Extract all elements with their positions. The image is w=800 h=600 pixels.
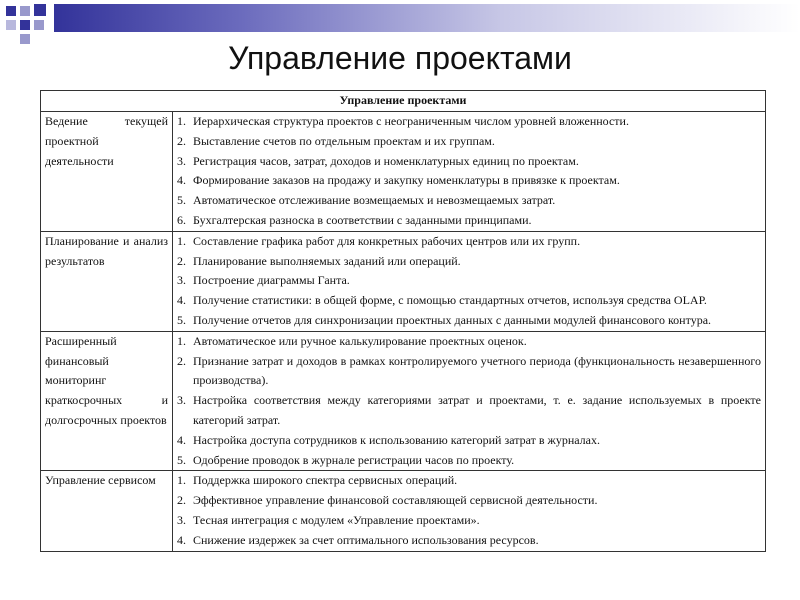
feature-item — [177, 112, 761, 132]
item-number: 1. — [177, 233, 186, 248]
item-text: Автоматическое отслеживание возмещаемых и невозмещаемых затрат. — [193, 193, 556, 208]
item-number: 3. — [177, 393, 186, 408]
item-text: Получение статистики: в общей форме, с помощью стандартных отчетов, используя средства OLAP. — [193, 293, 707, 308]
table-row — [41, 471, 766, 551]
feature-item — [177, 171, 761, 191]
item-text: Формирование заказов на продажу и закупку номенклатуры в привязке к проектам. — [193, 173, 620, 188]
table-header: Управление проектами — [41, 91, 766, 112]
item-text: Получение отчетов для синхронизации проектных данных с данными модулей финансового контура. — [193, 312, 712, 327]
feature-item — [177, 271, 761, 291]
table-row — [41, 231, 766, 331]
feature-item — [177, 332, 761, 352]
feature-item — [177, 132, 761, 152]
slide-title: Управление проектами — [228, 40, 572, 76]
item-number: 4. — [177, 293, 186, 308]
item-number: 6. — [177, 212, 186, 227]
feature-item — [177, 451, 761, 471]
item-text: Автоматическое или ручное калькулирование проектных оценок. — [193, 333, 527, 348]
category-cell: Расширенный финансовый мониторинг краткосрочных и долгосрочных проектов — [41, 331, 173, 471]
category-cell: Управление сервисом — [41, 471, 173, 551]
item-number: 4. — [177, 532, 186, 547]
feature-item — [177, 311, 761, 331]
item-number: 2. — [177, 353, 186, 368]
item-text: Настройка соответствия между категориями затрат и проектами, т. е. задание используемых в проекте категорий затрат. — [193, 393, 761, 427]
item-number: 5. — [177, 452, 186, 467]
table-row — [41, 112, 766, 232]
features-cell — [173, 331, 766, 471]
item-number: 2. — [177, 133, 186, 148]
item-number: 5. — [177, 193, 186, 208]
item-number: 3. — [177, 273, 186, 288]
feature-item — [177, 531, 761, 551]
feature-item — [177, 291, 761, 311]
feature-item — [177, 191, 761, 211]
item-text: Выставление счетов по отдельным проектам и их группам. — [193, 133, 495, 148]
features-table — [40, 90, 766, 552]
item-text: Планирование выполняемых заданий или операций. — [193, 253, 461, 268]
item-text: Снижение издержек за счет оптимального использования ресурсов. — [193, 532, 539, 547]
item-text: Бухгалтерская разноска в соответствии с заданными принципами. — [193, 212, 532, 227]
feature-item — [177, 471, 761, 491]
item-text: Регистрация часов, затрат, доходов и номенклатурных единиц по проектам. — [193, 153, 579, 168]
item-text: Настройка доступа сотрудников к использованию категорий затрат в журналах. — [193, 432, 600, 447]
table-row — [41, 331, 766, 471]
item-text: Тесная интеграция с модулем «Управление проектами». — [193, 512, 480, 527]
feature-item — [177, 431, 761, 451]
item-number: 1. — [177, 333, 186, 348]
feature-list — [177, 232, 761, 331]
feature-item — [177, 391, 761, 431]
features-cell — [173, 231, 766, 331]
feature-item — [177, 152, 761, 172]
item-number: 1. — [177, 114, 186, 128]
category-cell: Планирование и анализ результатов — [41, 231, 173, 331]
feature-list — [177, 332, 761, 471]
feature-item — [177, 352, 761, 392]
features-cell — [173, 471, 766, 551]
item-text: Поддержка широкого спектра сервисных операций. — [193, 473, 458, 488]
item-number: 4. — [177, 432, 186, 447]
feature-item — [177, 211, 761, 231]
category-cell: Ведение текущей проектной деятельности — [41, 112, 173, 232]
item-number: 2. — [177, 493, 186, 508]
feature-item — [177, 511, 761, 531]
item-text: Эффективное управление финансовой составляющей сервисной деятельности. — [193, 493, 598, 508]
item-text: Иерархическая структура проектов с неограниченным числом уровней вложенности. — [193, 114, 629, 128]
feature-list — [177, 471, 761, 550]
item-number: 3. — [177, 153, 186, 168]
feature-item — [177, 252, 761, 272]
item-text: Составление графика работ для конкретных рабочих центров или их групп. — [193, 233, 581, 248]
item-number: 1. — [177, 473, 186, 488]
feature-list — [177, 112, 761, 231]
item-number: 3. — [177, 512, 186, 527]
feature-item — [177, 491, 761, 511]
features-cell — [173, 112, 766, 232]
item-text: Построение диаграммы Ганта. — [193, 273, 350, 288]
item-number: 2. — [177, 253, 186, 268]
feature-item — [177, 232, 761, 252]
item-number: 4. — [177, 173, 186, 188]
item-text: Признание затрат и доходов в рамках контролируемого учетного периода (функциональность незавершенного производства). — [193, 353, 761, 388]
item-text: Одобрение проводок в журнале регистрации часов по проекту. — [193, 452, 515, 467]
item-number: 5. — [177, 312, 186, 327]
